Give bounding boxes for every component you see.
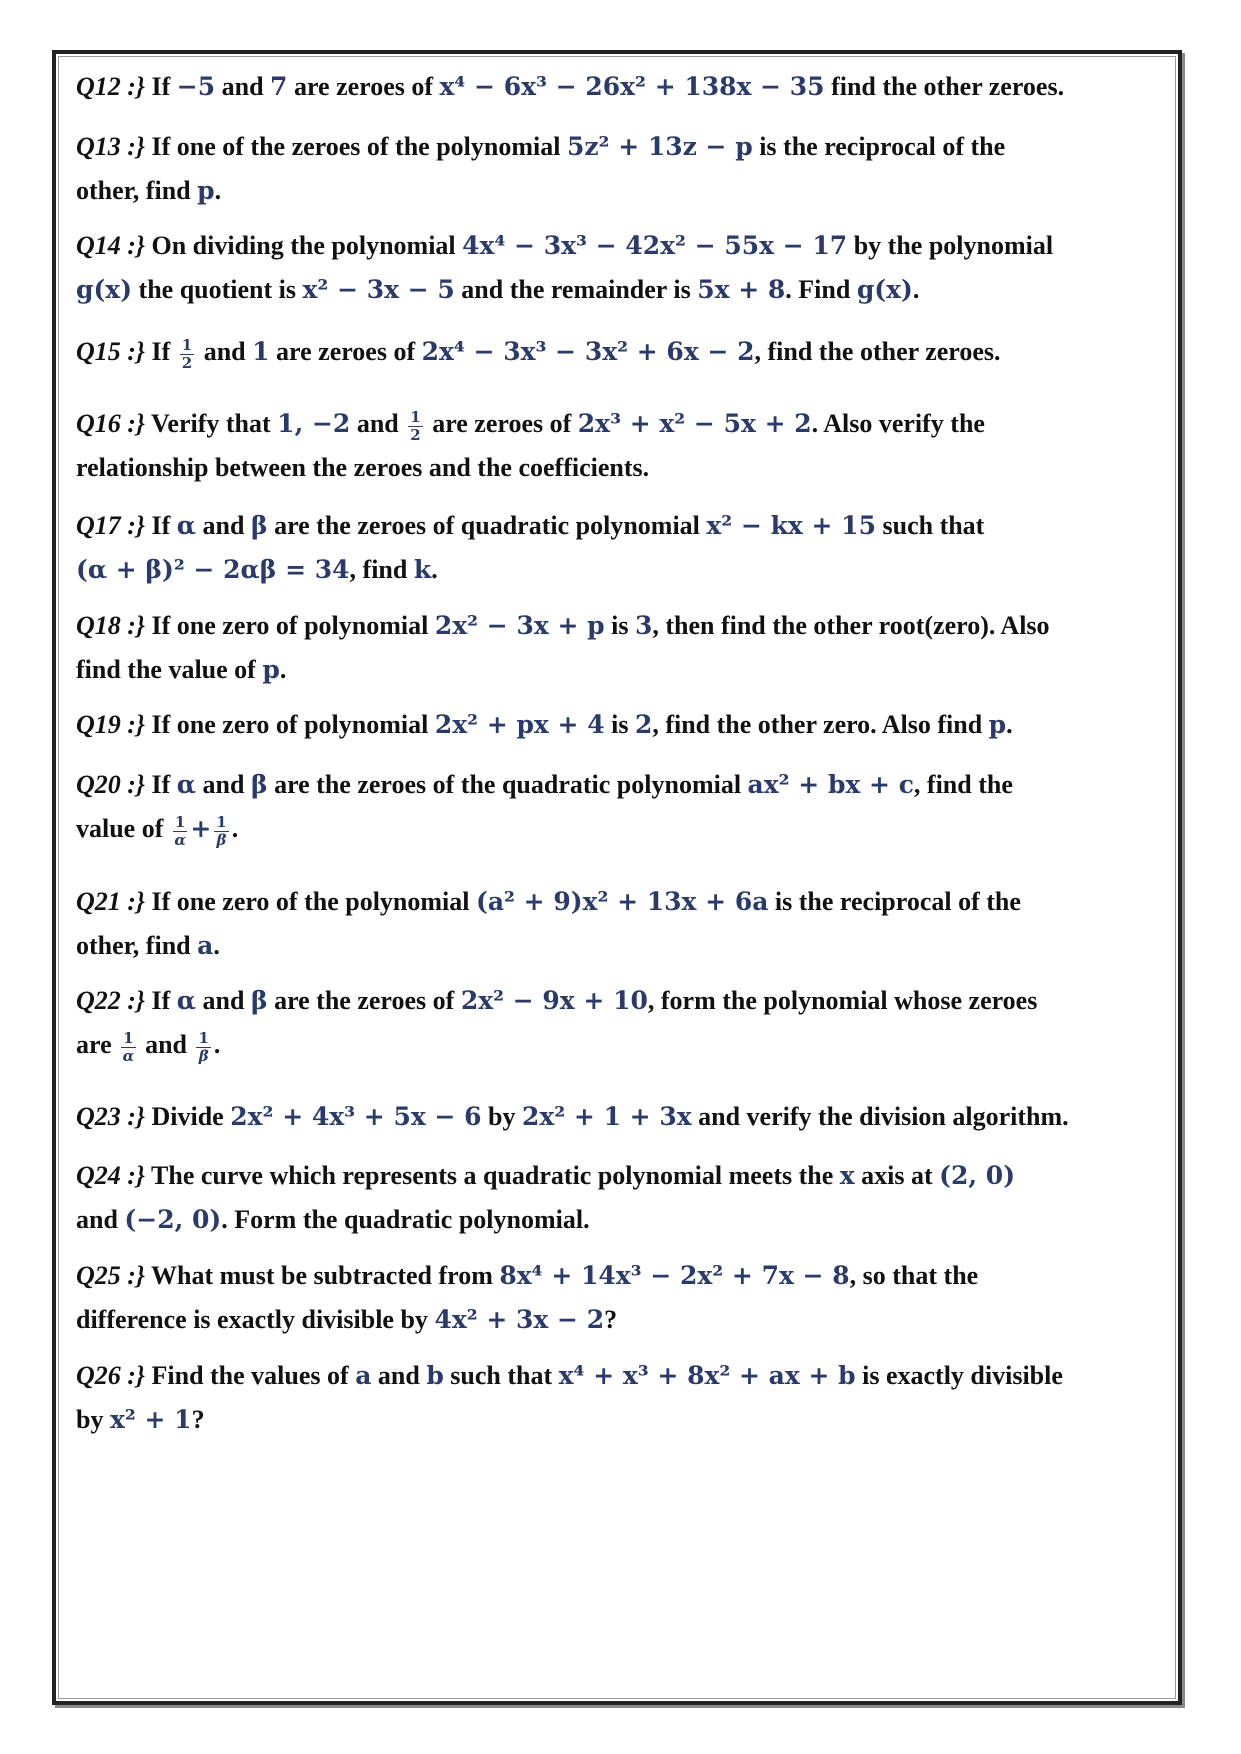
- text: .: [213, 931, 220, 960]
- text: Verify that: [151, 409, 278, 438]
- math: α: [176, 511, 197, 540]
- math: 1: [252, 337, 270, 366]
- math: x: [839, 1161, 855, 1190]
- question-q16: [76, 402, 1166, 490]
- text: .: [1006, 710, 1013, 739]
- question-q26: [76, 1354, 1166, 1442]
- question-label: Q26 :}: [76, 1361, 145, 1390]
- text: the quotient is: [132, 275, 303, 304]
- text: .: [214, 176, 222, 205]
- math: g(x): [76, 275, 133, 304]
- math: 2x³ + x² − 5x + 2: [577, 409, 812, 438]
- math: 2x² − 9x + 10: [460, 986, 648, 1015]
- text: and: [197, 337, 253, 366]
- text: and: [350, 409, 406, 438]
- question-q15: [76, 330, 1166, 374]
- text: are the zeroes of quadratic polynomial: [267, 511, 707, 540]
- math: a: [355, 1361, 372, 1390]
- math: 5z² + 13z − p: [566, 132, 753, 161]
- text: If one of the zeroes of the polynomial: [151, 132, 567, 161]
- question-label: Q16 :}: [76, 409, 145, 438]
- text: ?: [604, 1305, 618, 1334]
- text: is: [604, 710, 635, 739]
- text: If: [151, 770, 177, 799]
- text: , find: [349, 555, 414, 584]
- fraction-one-half: [408, 409, 422, 444]
- math: x² + 1: [109, 1405, 192, 1434]
- fraction-one-half: [180, 337, 194, 372]
- text: If one zero of the polynomial: [151, 887, 476, 916]
- text: axis at: [854, 1161, 940, 1190]
- question-q22: [76, 979, 1166, 1067]
- question-q21: [76, 880, 1166, 968]
- math: a: [197, 931, 214, 960]
- text: , find the other zero. Also find: [652, 710, 989, 739]
- math: k: [413, 555, 432, 584]
- question-label: Q23 :}: [76, 1102, 145, 1131]
- denominator: β: [198, 1046, 209, 1065]
- question-label: Q12 :}: [76, 72, 145, 101]
- text: .: [912, 275, 920, 304]
- math: 2x² + 1 + 3x: [521, 1102, 692, 1131]
- question-label: Q17 :}: [76, 511, 145, 540]
- fraction-one-over-alpha: [121, 1030, 135, 1065]
- question-label: Q19 :}: [76, 710, 145, 739]
- math: 2x² + 4x³ + 5x − 6: [230, 1102, 482, 1131]
- math: β: [250, 986, 268, 1015]
- math: (α + β)² − 2αβ = 34: [76, 555, 350, 584]
- question-label: Q15 :}: [76, 337, 145, 366]
- text: is: [604, 611, 635, 640]
- math: g(x): [856, 275, 913, 304]
- text: If one zero of polynomial: [151, 611, 435, 640]
- question-q25: [76, 1254, 1166, 1342]
- math: p: [988, 710, 1007, 739]
- question-q19: [76, 703, 1166, 747]
- math: 2x⁴ − 3x³ − 3x² + 6x − 2: [421, 337, 755, 366]
- denominator: α: [122, 1046, 135, 1065]
- text: Divide: [151, 1102, 231, 1131]
- text: are zeroes of: [287, 72, 440, 101]
- question-q17: [76, 504, 1166, 592]
- numerator: 1: [181, 335, 193, 354]
- text: are the zeroes of: [267, 986, 461, 1015]
- math: 4x⁴ − 3x³ − 42x² − 55x − 17: [462, 231, 848, 260]
- question-label: Q18 :}: [76, 611, 145, 640]
- text: . Find: [785, 275, 857, 304]
- text: and: [196, 770, 251, 799]
- numerator: 1: [216, 812, 227, 831]
- text: , find the: [913, 770, 1013, 799]
- question-q24: [76, 1154, 1166, 1242]
- math: 2: [634, 710, 653, 739]
- text: such that: [443, 1361, 559, 1390]
- math: x⁴ − 6x³ − 26x² + 138x − 35: [439, 72, 825, 101]
- text: find the other zeroes.: [824, 72, 1065, 101]
- text: and: [138, 1030, 194, 1059]
- numerator: 1: [123, 1028, 134, 1047]
- text: such that: [875, 511, 985, 540]
- math: β: [250, 511, 268, 540]
- text: . Also verify the: [811, 409, 985, 438]
- math: x² − kx + 15: [706, 511, 876, 540]
- text: .: [279, 655, 287, 684]
- text: and: [76, 1205, 125, 1234]
- text: other, find: [76, 176, 198, 205]
- text: are zeroes of: [269, 337, 422, 366]
- math: β: [250, 770, 268, 799]
- text: On dividing the polynomial: [151, 231, 463, 260]
- text: by the polynomial: [847, 231, 1054, 260]
- text: is exactly divisible: [855, 1361, 1063, 1390]
- math: p: [197, 176, 215, 205]
- numerator: 1: [198, 1028, 209, 1047]
- math: (2, 0): [939, 1161, 1016, 1190]
- text: , so that the: [849, 1261, 979, 1290]
- math: −5: [176, 72, 216, 101]
- question-q13: [76, 125, 1166, 213]
- text: value of: [76, 814, 170, 843]
- math: α: [176, 770, 197, 799]
- fraction-one-over-beta: [196, 1030, 210, 1065]
- text: and: [215, 72, 271, 101]
- text: find the value of: [76, 655, 263, 684]
- math: α: [176, 986, 197, 1015]
- text: If one zero of polynomial: [151, 710, 435, 739]
- denominator: 2: [181, 353, 193, 372]
- text: Find the values of: [151, 1361, 356, 1390]
- text: .: [231, 814, 239, 843]
- question-label: Q24 :}: [76, 1161, 145, 1190]
- text: ?: [191, 1405, 205, 1434]
- question-q23: [76, 1095, 1166, 1139]
- math: 2x² + px + 4: [434, 710, 605, 739]
- question-q18: [76, 604, 1166, 692]
- text: are: [76, 1030, 119, 1059]
- question-label: Q22 :}: [76, 986, 145, 1015]
- text: What must be subtracted from: [151, 1261, 500, 1290]
- denominator: 2: [410, 425, 421, 444]
- math: 8x⁴ + 14x³ − 2x² + 7x − 8: [499, 1261, 850, 1290]
- numerator: 1: [410, 407, 421, 426]
- text: by: [76, 1405, 110, 1434]
- text: other, find: [76, 931, 198, 960]
- text: by: [481, 1102, 522, 1131]
- math: 3: [634, 611, 653, 640]
- math: (−2, 0): [124, 1205, 222, 1234]
- text: , find the other zeroes.: [754, 337, 1001, 366]
- question-label: Q14 :}: [76, 231, 145, 260]
- math: p: [262, 655, 280, 684]
- math: 2x² − 3x + p: [434, 611, 605, 640]
- text: are the zeroes of the quadratic polynomial: [267, 770, 748, 799]
- math: b: [426, 1361, 444, 1390]
- text: .: [213, 1030, 221, 1059]
- text: and verify the division algorithm.: [691, 1102, 1069, 1131]
- math: (a² + 9)x² + 13x + 6a: [476, 887, 769, 916]
- text: difference is exactly divisible by: [76, 1305, 435, 1334]
- text: and: [196, 511, 251, 540]
- math: 1, −2: [277, 409, 351, 438]
- question-q20: [76, 763, 1166, 851]
- text: and: [371, 1361, 427, 1390]
- text: and: [196, 986, 251, 1015]
- question-q12: [76, 65, 1166, 109]
- numerator: 1: [174, 812, 186, 831]
- text: and the remainder is: [454, 275, 698, 304]
- text: is the reciprocal of the: [752, 132, 1006, 161]
- text: . Form the quadratic polynomial.: [221, 1205, 590, 1234]
- text: are zeroes of: [425, 409, 578, 438]
- text: relationship between the zeroes and the coefficients.: [76, 453, 650, 482]
- denominator: β: [216, 830, 227, 849]
- question-q14: [76, 224, 1166, 312]
- text: , form the polynomial whose zeroes: [647, 986, 1038, 1015]
- math: ax² + bx + c: [747, 770, 914, 799]
- plus-sign: +: [190, 814, 212, 843]
- text: If: [151, 337, 177, 366]
- text: If: [151, 72, 177, 101]
- text: is the reciprocal of the: [768, 887, 1021, 916]
- fraction-one-over-alpha: [173, 814, 187, 849]
- question-label: Q21 :}: [76, 887, 145, 916]
- text: If: [151, 511, 177, 540]
- denominator: α: [174, 830, 186, 849]
- math: 7: [270, 72, 288, 101]
- math: 5x + 8: [697, 275, 786, 304]
- text: , then find the other root(zero). Also: [652, 611, 1050, 640]
- question-label: Q25 :}: [76, 1261, 145, 1290]
- question-label: Q13 :}: [76, 132, 145, 161]
- text: If: [151, 986, 177, 1015]
- math: 4x² + 3x − 2: [434, 1305, 605, 1334]
- text: .: [431, 555, 438, 584]
- question-label: Q20 :}: [76, 770, 145, 799]
- math: x⁴ + x³ + 8x² + ax + b: [558, 1361, 856, 1390]
- text: The curve which represents a quadratic polynomial meets the: [151, 1161, 840, 1190]
- math: x² − 3x − 5: [302, 275, 455, 304]
- fraction-one-over-beta: [214, 814, 228, 849]
